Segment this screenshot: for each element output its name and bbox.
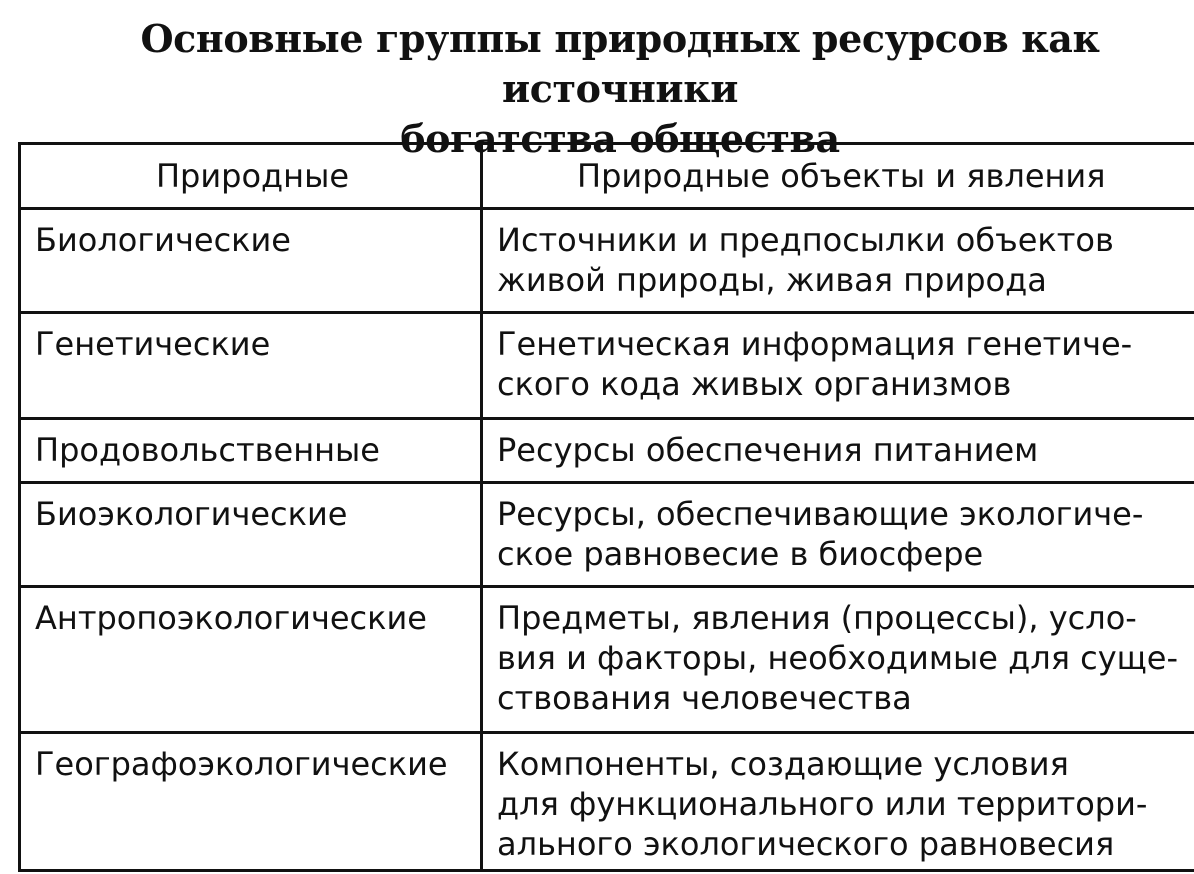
group-cell: Географоэкологические	[20, 733, 482, 871]
description-cell	[482, 733, 1194, 871]
title-line-2: богатства общества	[400, 116, 840, 161]
table-row	[20, 587, 1194, 733]
group-cell: Генетические	[20, 313, 482, 419]
description-line: ствования человечества	[497, 679, 912, 717]
header-natural: Природные	[20, 144, 482, 209]
group-cell: Биоэкологические	[20, 483, 482, 587]
description-line: живой природы, живая природа	[497, 261, 1047, 299]
title-line-1: Основные группы природных ресурсов как источники	[140, 16, 1100, 111]
description-line: для функционального или территори-	[497, 785, 1148, 823]
description-line: Источники и предпосылки объектов	[497, 221, 1114, 259]
resources-table	[18, 142, 1194, 872]
description-line: ского кода живых организмов	[497, 365, 1012, 403]
description-cell	[482, 419, 1194, 483]
description-line: Ресурсы обеспечения питанием	[497, 431, 1039, 469]
table-row	[20, 313, 1194, 419]
description-cell	[482, 313, 1194, 419]
description-cell	[482, 483, 1194, 587]
table-row	[20, 733, 1194, 871]
header-objects-phenomena: Природные объекты и явления	[482, 144, 1194, 209]
description-line: вия и факторы, необходимые для суще-	[497, 639, 1179, 677]
description-cell	[482, 587, 1194, 733]
table-row	[20, 419, 1194, 483]
description-line: ское равновесие в биосфере	[497, 535, 984, 573]
description-line: Компоненты, создающие условия	[497, 745, 1069, 783]
description-line: Предметы, явления (процессы), усло-	[497, 599, 1137, 637]
description-line: Генетическая информация генетиче-	[497, 325, 1133, 363]
group-cell: Биологические	[20, 209, 482, 313]
table-row	[20, 483, 1194, 587]
description-line: ального экологического равновесия	[497, 825, 1115, 863]
group-cell: Продовольственные	[20, 419, 482, 483]
description-line: Ресурсы, обеспечивающие экологиче-	[497, 495, 1144, 533]
table-row	[20, 209, 1194, 313]
description-cell	[482, 209, 1194, 313]
table-header-row	[20, 144, 1194, 209]
group-cell: Антропоэкологические	[20, 587, 482, 733]
